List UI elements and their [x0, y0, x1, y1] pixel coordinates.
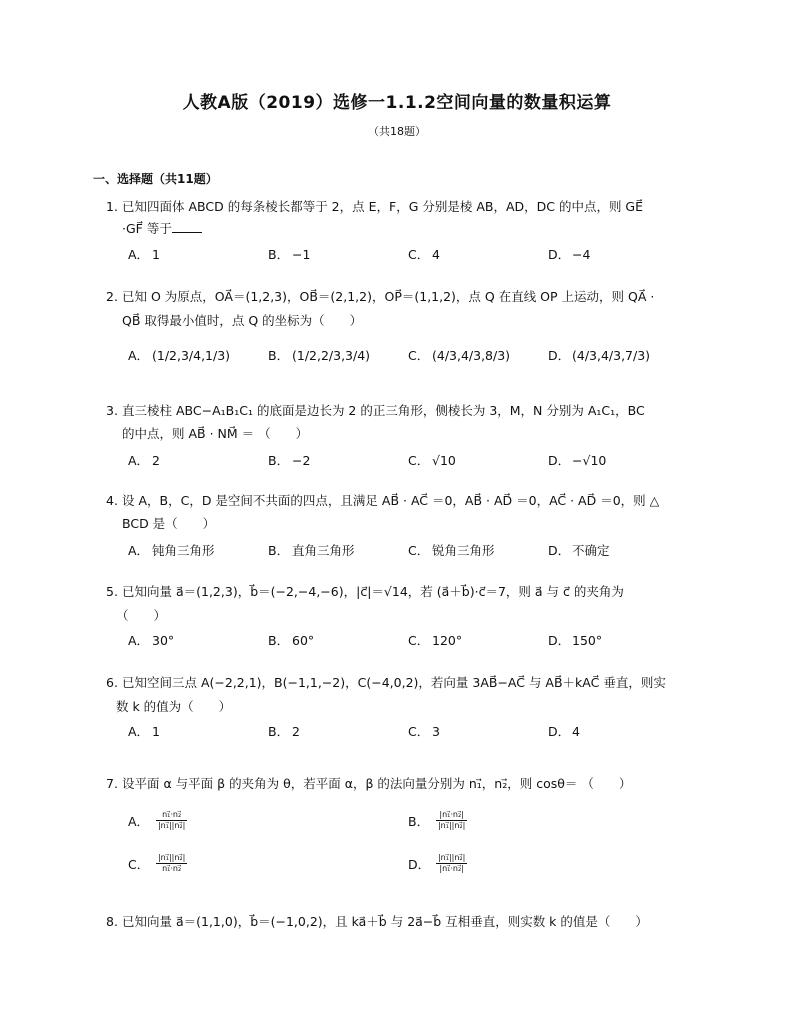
question-text-line: 已知 O 为原点，OA⃗＝(1,2,3)，OB⃗＝(2,1,2)，OP⃗＝(1,1,2)，点 Q 在直线 OP 上运动，则 QA⃗ ·: [122, 289, 655, 304]
question-8: [106, 911, 648, 933]
answer-blank: [172, 220, 202, 233]
question-text-line: ·GF⃗ 等于: [122, 221, 172, 236]
option-c: C． 4: [408, 247, 440, 262]
question-2: [106, 286, 654, 308]
question-text-line: 已知向量 a⃗＝(1,1,0)，b⃗＝(−1,0,2)，且 ka⃗＋b⃗ 与 2a⃗−b⃗ 互相垂直，则实数 k 的值是（ ）: [122, 914, 648, 929]
option-b: B． $\frac{\text{|n₁⃗·n₂⃗|}}{\text{|n₁⃗||n₂⃗|}}$: [408, 810, 466, 830]
question-text-line: 设平面 α 与平面 β 的夹角为 θ，若平面 α，β 的法向量分别为 n₁⃗，n₂⃗，则 cosθ＝ （ ）: [122, 776, 632, 791]
option-b: B． (1/2,2/3,3/4): [268, 348, 371, 363]
option-d: D． −4: [548, 247, 591, 262]
option-c: C． 120°: [408, 633, 463, 648]
option-b: B． 2: [268, 724, 300, 739]
question-5: [106, 581, 624, 603]
option-b-fraction: $\frac{\text{|n₁⃗·n₂⃗|}}{\text{|n₁⃗||n₂⃗|}}$: [437, 810, 466, 830]
question-4: [106, 490, 659, 512]
option-d: D． (4/3,4/3,7/3): [548, 348, 651, 363]
question-text-line: 直三棱柱 ABC−A₁B₁C₁ 的底面是边长为 2 的正三角形，侧棱长为 3，M，N 分别为 A₁C₁，BC: [122, 403, 645, 418]
question-text-line: QB⃗ 取得最小值时，点 Q 的坐标为（ ）: [122, 313, 363, 328]
section-heading: 一、选择题（共11题）: [93, 172, 218, 186]
option-d: D． 4: [548, 724, 580, 739]
option-c: C． 锐角三角形: [408, 543, 495, 558]
option-c: C． √10: [408, 453, 456, 468]
question-text-line: 已知空间三点 A(−2,2,1)，B(−1,1,−2)，C(−4,0,2)，若向量 3AB⃗−AC⃗ 与 AB⃗＋kAC⃗ 垂直，则实: [122, 675, 666, 690]
question-2-line-2: [122, 310, 362, 332]
option-b: B． 60°: [268, 633, 315, 648]
page-title: 人教A版（2019）选修一1.1.2空间向量的数量积运算: [182, 93, 612, 113]
option-c: C． (4/3,4/3,8/3): [408, 348, 511, 363]
question-number: 2.: [106, 289, 118, 304]
question-text-line: BCD 是（ ）: [122, 516, 216, 531]
option-b: B． −1: [268, 247, 311, 262]
option-c: C． $\frac{\text{|n₁⃗||n₂⃗|}}{\text{n₁⃗·n₂⃗}}$: [128, 853, 186, 873]
option-b: B． −2: [268, 453, 311, 468]
option-a-fraction: $\frac{\text{n₁⃗·n₂⃗}}{\text{|n₁⃗||n₂⃗|}}$: [157, 810, 186, 830]
question-text-line: 已知四面体 ABCD 的每条棱长都等于 2，点 E，F，G 分别是棱 AB，AD，DC 的中点，则 GE⃗: [122, 199, 644, 214]
question-text-line: 已知向量 a⃗＝(1,2,3)，b⃗＝(−2,−4,−6)，|c⃗|＝√14，若 (a⃗＋b⃗)·c⃗＝7，则 a⃗ 与 c⃗ 的夹角为: [122, 584, 624, 599]
question-number: 5.: [106, 584, 118, 599]
question-1: [106, 196, 643, 218]
question-4-line-2: [122, 513, 215, 535]
option-a: A． 1: [128, 247, 160, 262]
option-a: A． 2: [128, 453, 160, 468]
question-6: [106, 672, 666, 694]
question-5-line-2: [116, 605, 166, 627]
question-text-line: 设 A，B，C，D 是空间不共面的四点，且满足 AB⃗ · AC⃗ ＝0，AB⃗ · AD⃗ ＝0，AC⃗ · AD⃗ ＝0，则 △: [122, 493, 660, 508]
option-c: C． 3: [408, 724, 440, 739]
option-a: A． 钝角三角形: [128, 543, 215, 558]
option-d: D． 不确定: [548, 543, 610, 558]
option-d-fraction: $\frac{\text{|n₁⃗||n₂⃗|}}{\text{|n₁⃗·n₂⃗|}}$: [437, 853, 466, 873]
page-subtitle: （共18题）: [368, 125, 426, 138]
question-number: 6.: [106, 675, 118, 690]
option-c-fraction: $\frac{\text{|n₁⃗||n₂⃗|}}{\text{n₁⃗·n₂⃗}}$: [157, 853, 186, 873]
question-number: 1.: [106, 199, 118, 214]
option-a: A． (1/2,3/4,1/3): [128, 348, 231, 363]
question-number: 4.: [106, 493, 118, 508]
option-d: D． 150°: [548, 633, 603, 648]
question-3: [106, 400, 645, 422]
option-a: A． 1: [128, 724, 160, 739]
option-b: B． 直角三角形: [268, 543, 355, 558]
question-3-line-2: [122, 423, 308, 445]
question-text-line: 数 k 的值为（ ）: [116, 699, 232, 714]
question-7: [106, 773, 631, 795]
question-6-line-2: [116, 696, 231, 718]
option-d: D． −√10: [548, 453, 607, 468]
option-a: A． 30°: [128, 633, 175, 648]
question-number: 3.: [106, 403, 118, 418]
question-text-line: 的中点，则 AB⃗ · NM⃗ ＝ （ ）: [122, 426, 309, 441]
question-text-line: （ ）: [116, 608, 167, 623]
question-number: 7.: [106, 776, 118, 791]
question-number: 8.: [106, 914, 118, 929]
option-a: A． $\frac{\text{n₁⃗·n₂⃗}}{\text{|n₁⃗||n₂⃗|}}$: [128, 810, 186, 830]
question-1-line-2: [122, 218, 202, 240]
option-d: D． $\frac{\text{|n₁⃗||n₂⃗|}}{\text{|n₁⃗·n₂⃗|}}$: [408, 853, 466, 873]
